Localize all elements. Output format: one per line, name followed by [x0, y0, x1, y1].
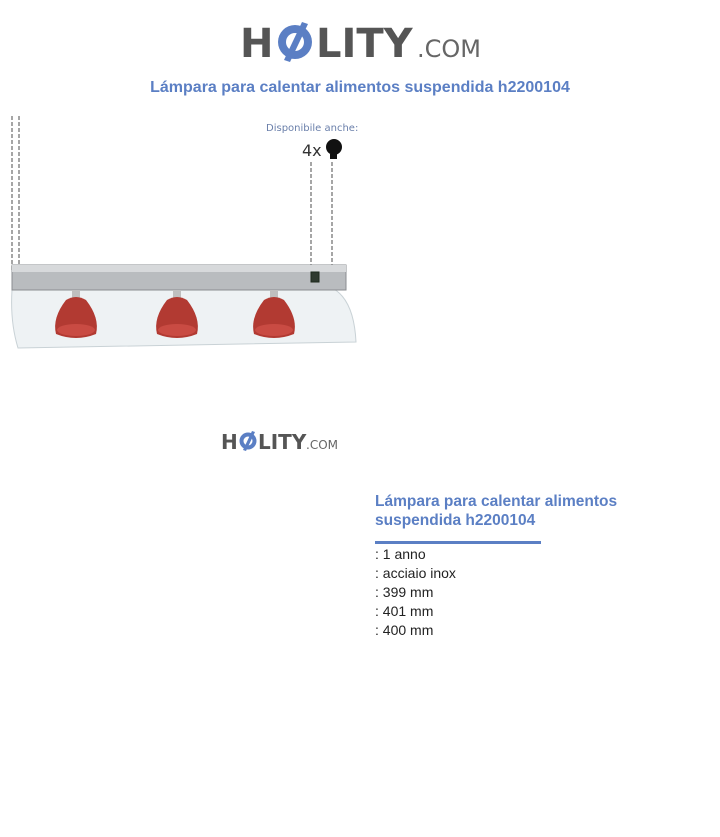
page-title: Lámpara para calentar alimentos suspendida h2200104 — [150, 79, 570, 96]
bulb-icon — [326, 139, 342, 159]
spec-divider — [375, 541, 541, 544]
spec-item: : 401 mm — [375, 603, 434, 619]
spec-item: : 1 anno — [375, 546, 426, 562]
spec-list — [375, 545, 456, 640]
holity-logo[interactable] — [240, 12, 485, 68]
svg-text:.COM: .COM — [306, 438, 338, 452]
logo-o-icon — [240, 431, 257, 451]
holity-logo-small[interactable] — [221, 426, 341, 454]
availability-label: Disponibile anche: — [266, 123, 359, 134]
switch-icon — [311, 272, 319, 282]
svg-text:LITY: LITY — [316, 21, 413, 67]
holity-logo-graphic — [240, 12, 485, 68]
logo-o-icon — [278, 22, 312, 62]
spec-item: : 399 mm — [375, 584, 434, 600]
spec-item: : acciaio inox — [375, 565, 456, 581]
spec-item: : 400 mm — [375, 622, 434, 638]
holity-logo-small-graphic — [221, 426, 341, 454]
svg-text:LITY: LITY — [258, 430, 307, 454]
chain-left — [12, 116, 19, 270]
chain-right — [311, 162, 332, 270]
spec-title: Lámpara para calentar alimentos suspendida h2200104 — [375, 493, 618, 529]
availability-count: 4x — [302, 141, 322, 160]
svg-text:H: H — [240, 21, 274, 67]
svg-text:H: H — [221, 430, 238, 454]
svg-text:.COM: .COM — [417, 35, 481, 63]
